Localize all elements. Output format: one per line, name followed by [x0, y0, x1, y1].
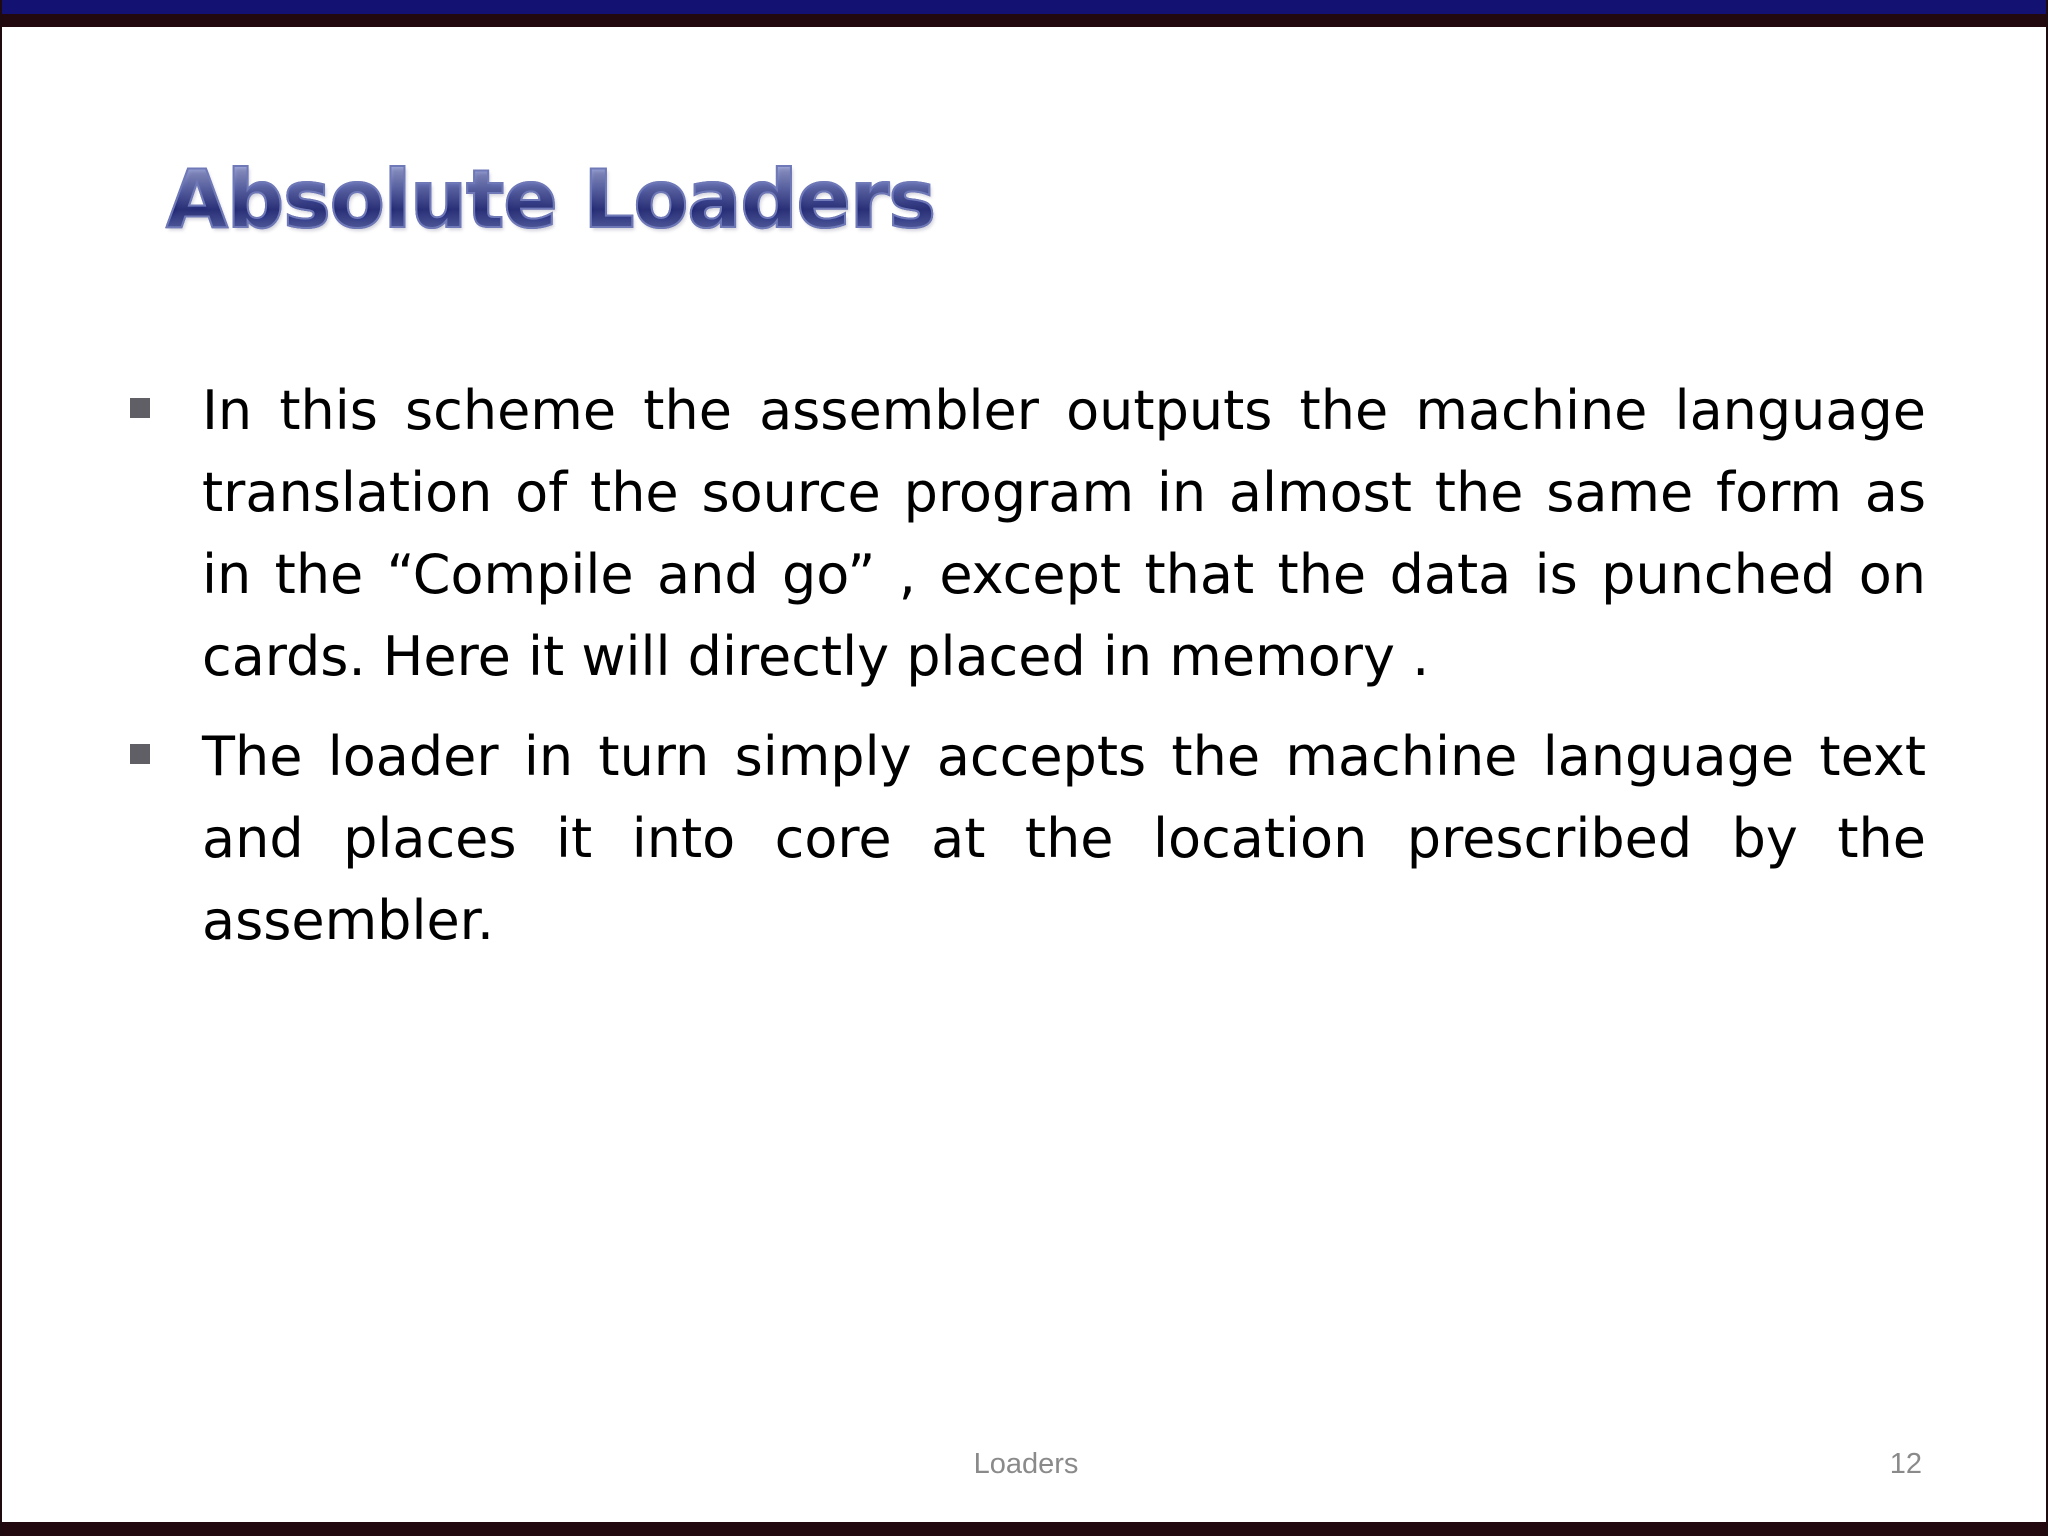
- list-item: [130, 716, 1926, 962]
- bullet-text: In this scheme the assembler outputs the machine language translation of the source program in almost the same form as in the “Compile and go” , except that the data is punched on cards. Here it will directly placed in memory .: [202, 379, 1926, 688]
- square-bullet-icon: [130, 398, 150, 418]
- bullet-text: The loader in turn simply accepts the machine language text and places it into core at the location prescribed by the assembler.: [202, 725, 1926, 952]
- footer-label: Loaders: [973, 1448, 1079, 1480]
- list-item: [130, 370, 1926, 698]
- bullet-list: [130, 370, 1926, 980]
- top-frame-bar: [2, 14, 2048, 27]
- slide-title: Absolute Loaders: [166, 153, 935, 246]
- page-number: 12: [1889, 1448, 1922, 1480]
- top-accent-bar: [2, 0, 2048, 14]
- square-bullet-icon: [130, 744, 150, 764]
- bottom-frame-bar: [2, 1522, 2048, 1536]
